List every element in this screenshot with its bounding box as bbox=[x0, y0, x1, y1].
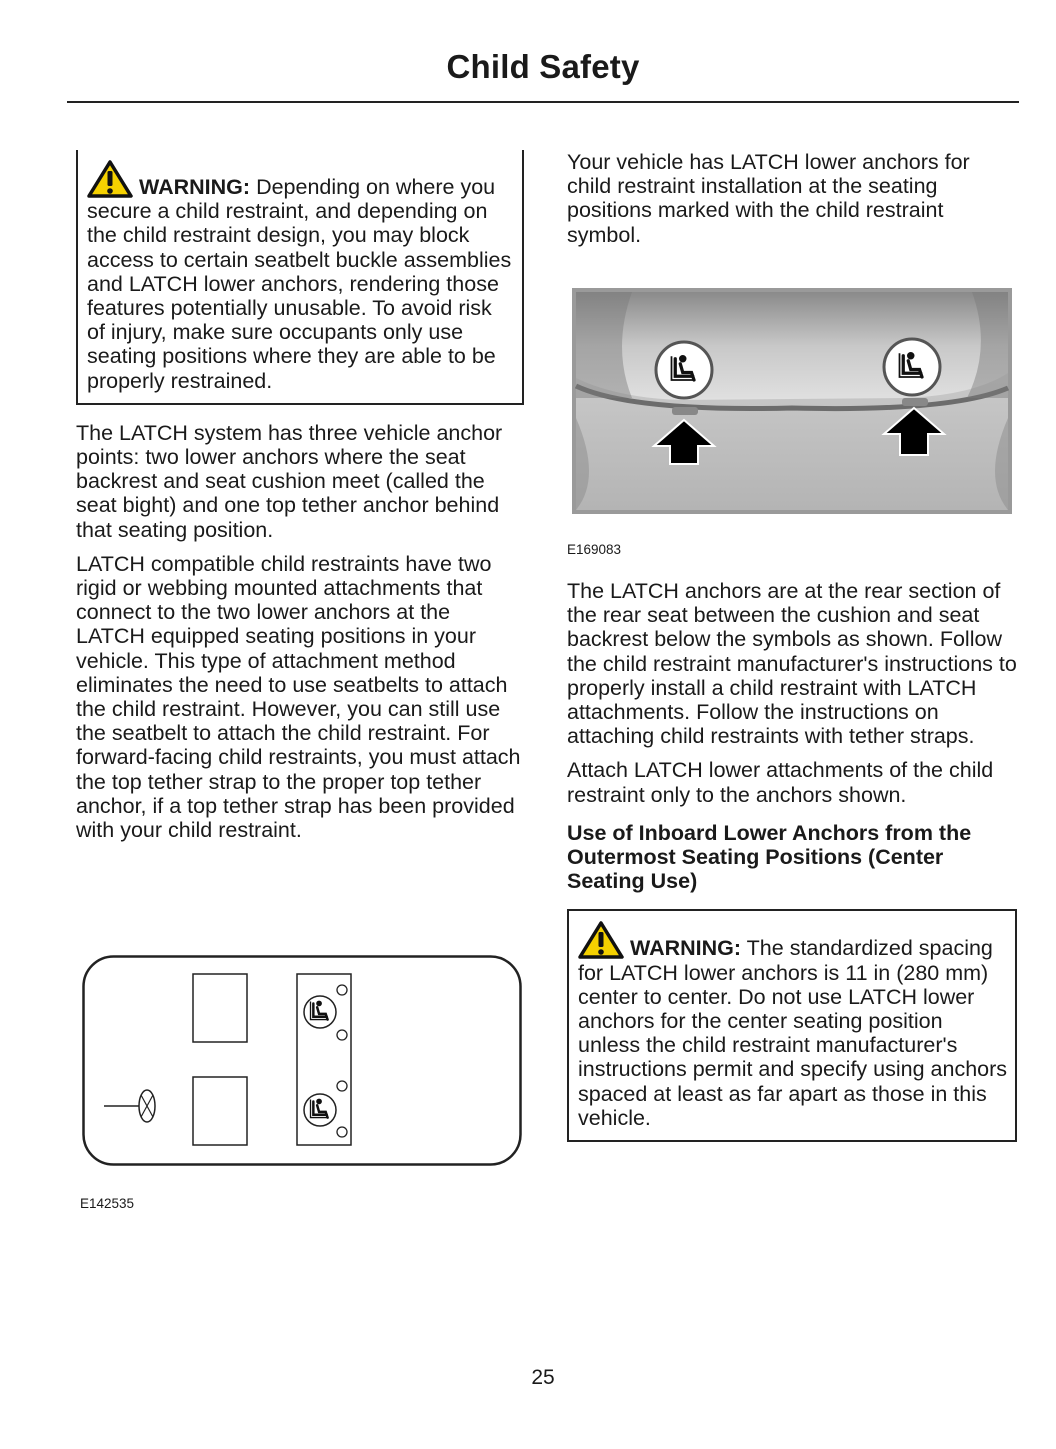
child-restraint-symbol-icon bbox=[656, 342, 712, 398]
page-title: Child Safety bbox=[446, 48, 640, 85]
warning-triangle-icon bbox=[578, 921, 624, 959]
paragraph: LATCH compatible child restraints have two rigid or webbing mounted attachments that connect to the two lower anchors at the LATCH equipped seating positions in your vehicle. This type of attachment method eliminates the need to use seatbelts to attach the child restraint. However, you can still use the seatbelt to attach the child restraint. For forward-facing child restraints, you must attach the top tether strap to the proper top tether anchor, if a top tether strap has been provided with your child restraint. bbox=[76, 551, 521, 843]
paragraph: The LATCH anchors are at the rear section of the rear seat between the cushion and seat backrest below the symbols as shown. Follow the child restraint manufacturer's instructions to properly install a child restraint with LATCH attachments. Follow the instructions on attaching child restraints with tether straps. bbox=[567, 579, 1017, 749]
warning-triangle-icon bbox=[87, 160, 133, 198]
warning-box bbox=[567, 909, 1017, 1142]
figure-code: E142535 bbox=[80, 1196, 135, 1211]
warning-label: WARNING: bbox=[139, 175, 251, 199]
paragraph: The LATCH system has three vehicle anchor points: two lower anchors where the seat backrest and seat cushion meet (called the seat bight) and one top tether anchor behind that seating position. bbox=[76, 420, 503, 542]
left-column bbox=[76, 150, 524, 852]
warning-box bbox=[76, 150, 524, 405]
figure-code: E169083 bbox=[567, 542, 622, 557]
right-column bbox=[567, 150, 1017, 257]
right-column-lower bbox=[567, 579, 1017, 1158]
section-heading: Use of Inboard Lower Anchors from the Outermost Seating Positions (Center Seating Use) bbox=[567, 820, 972, 894]
paragraph: Attach LATCH lower attachments of the child restraint only to the anchors shown. bbox=[567, 758, 994, 807]
warning-text: The standardized spacing for LATCH lower anchors is 11 in (280 mm) center to center. Do not use LATCH lower anchors for the center seating position unless the child restraint manufacturer's instructions permit and specify using anchors spaced at least as far apart as those in this vehicle. bbox=[578, 936, 1008, 1130]
child-restraint-symbol-icon bbox=[304, 996, 336, 1028]
intro-paragraph: Your vehicle has LATCH lower anchors for child restraint installation at the seating positions marked with the child restraint symbol. bbox=[567, 150, 970, 247]
child-restraint-symbol-icon bbox=[304, 1094, 336, 1126]
child-restraint-symbol-icon bbox=[884, 339, 940, 395]
page-number: 25 bbox=[531, 1366, 555, 1389]
title-divider bbox=[67, 101, 1019, 103]
seat-layout-diagram bbox=[82, 955, 522, 1167]
latch-anchor-photo bbox=[572, 288, 1012, 514]
warning-text: Depending on where you secure a child restraint, and depending on the child restraint design, you may block access to certain seatbelt buckle assemblies and LATCH lower anchors, rendering those features potentially unusable. To avoid risk of injury, make sure occupants only use seating positions where they are able to be properly restrained. bbox=[87, 175, 512, 393]
warning-label: WARNING: bbox=[630, 936, 742, 961]
